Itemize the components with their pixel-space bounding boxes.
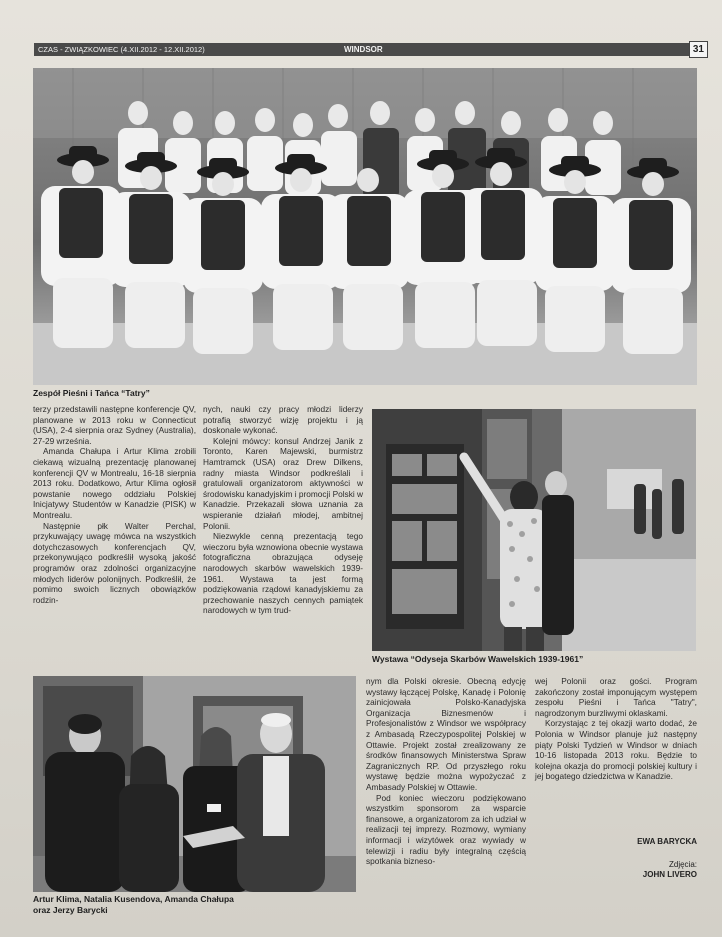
- photo-credit-name: JOHN LIVERO: [642, 870, 697, 879]
- exhibition-photo: [372, 409, 696, 651]
- article-column-2: [203, 404, 363, 616]
- article-column-4: [535, 676, 697, 782]
- col4-paragraph-2: Korzystając z tej okazji warto dodać, że Polonia w Windsor planuje już następny piąty Polski Tydzień w Windsor w dniach 10-16 listopada 2013 roku. Będzie to kolejna okazja do promocji polskiej kultury i jej bogatego dziedzictwa w Kanadzie.: [535, 718, 697, 782]
- col2-paragraph-2: Kolejni mówcy: konsul Andrzej Janik z Toronto, Karen Majewski, burmistrz Hamtramck (USA) oraz Drew Dilkens, radny miasta Windsor podkreślali i gratulowali organizatorom aktywności w środowisku kanadyjskim i promocji Polski w Kanadzie. Przekazali słowa uznania za wspieranie działań młodej, ambitnej Polonii.: [203, 435, 363, 531]
- article-column-3: [366, 676, 526, 867]
- photo-credit-label: Zdjęcia:: [668, 860, 697, 869]
- col1-paragraph-2: Amanda Chałupa i Artur Klima zrobili ciekawą wizualną prezentację planowanej konferencji QV w Montrealu, 16-18 sierpnia 2013 roku. Dodatkowo, Artur Klima ogłosił powstanie nowego oddziału Polskiej Inicjatywy Studentów w Kanadzie (PISK) w Montrealu.: [33, 446, 196, 520]
- page-header: [34, 43, 704, 56]
- guests-caption-line-2: oraz Jerzy Barycki: [33, 905, 108, 915]
- col2-paragraph-1: nych, nauki czy pracy młodzi liderzy potrafią stworzyć wizję projektu i ją doskonale wykonać.: [203, 404, 363, 436]
- dance-group-photo: [33, 68, 697, 385]
- dance-group-caption: Zespół Pieśni i Tańca “Tatry”: [33, 388, 150, 398]
- guests-photo: [33, 676, 356, 892]
- guests-caption-line-1: Artur Klima, Natalia Kusendova, Amanda Chałupa: [33, 894, 234, 904]
- col1-paragraph-3: Następnie płk Walter Perchal, przykuwający uwagę mówca na wszystkich dotychczasowych konferencjach QV, przekonywująco podkreślił wysoką jakość programów oraz zdolności organizacyjne młodych liderów polonijnych. Podkreślił, że pomimo swoich licznych obowiązków rodzin-: [33, 520, 196, 605]
- photo-credit: [535, 860, 697, 880]
- col2-paragraph-3: Niezwykle cenną prezentacją tego wieczoru była wznowiona obecnie wystawa fotograficzna obrazująca odyseję narodowych skarbów wawelskich 1939-1961. Wystawa ta jest formą podziękowania rządowi kanadyjskiemu za przechowanie naszych cennych pamiątek narodowych w tym trud-: [203, 531, 363, 616]
- exhibition-caption: Wystawa “Odyseja Skarbów Wawelskich 1939-1961”: [372, 654, 584, 664]
- col4-paragraph-1: wej Polonii oraz gości. Program zakończony został imponującym występem zespołu Pieśni i Tańca "Tatry", nagrodzonym burzliwymi oklaskami.: [535, 676, 697, 718]
- header-section: WINDSOR: [344, 45, 383, 54]
- article-column-1: [33, 404, 196, 605]
- col3-paragraph-2: Pod koniec wieczoru podziękowano wszystkim sponsorom za wsparcie finansowe, a organizatorom za ich udział w realizacji tej imprezy. Rozmowy, wymiany informacji i wizytówek oraz wywiady w telewizji i radiu były integralną częścią spotkania bizneso-: [366, 792, 526, 867]
- author-signature: EWA BARYCKA: [637, 837, 697, 846]
- header-publication: CZAS - ZWIĄZKOWIEC (4.XII.2012 - 12.XII.2012): [38, 45, 205, 54]
- guests-caption: [33, 894, 356, 916]
- col1-paragraph-1: terzy przedstawili następne konferencje QV, planowane w 2013 roku w Connecticut (USA), 2-4 sierpnia oraz Sydney (Australia), 27-29 września.: [33, 404, 196, 446]
- col3-paragraph-1: nym dla Polski okresie. Obecną edycję wystawy łączącej Polskę, Kanadę i Polonię zainicjowała Polsko-Kanadyjska Organizacja Biznesmenów i Profesjonalistów z Windsor we współpracy z Ambasadą Rzeczypospolitej Polskiej w Ottawie. Projekt został zrealizowany ze środków finansowych Ministerstwa Spraw Zagranicznych RP. Od przyszłego roku wystawę będzie można wypożyczać z Ambasady Polskiej w Ottawie.: [366, 676, 526, 792]
- page-number: 31: [689, 41, 708, 58]
